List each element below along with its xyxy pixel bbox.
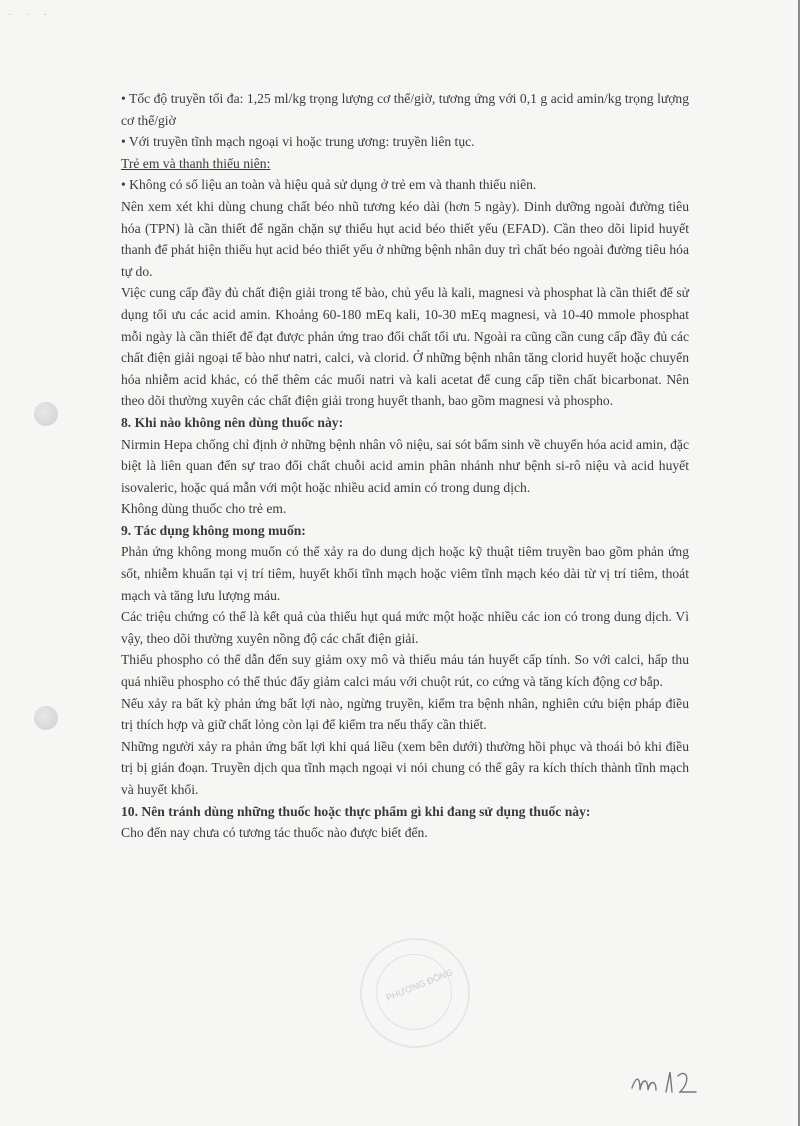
punch-hole — [34, 402, 58, 426]
punch-hole — [34, 706, 58, 730]
paragraph-fat-emulsion: Nên xem xét khi dùng chung chất béo nhũ tương kéo dài (hơn 5 ngày). Dinh dưỡng ngoài đường tiêu hóa (TPN) là cần thiết để ngăn chặn sự thiếu hụt acid béo thiết yếu (EFAD). Cần theo dõi lipid huyết thanh để phát hiện thiếu hụt acid béo thiết yếu ở những bệnh nhân duy trì chất béo ngoài đường tiêu hóa tự do. — [121, 198, 689, 279]
bullet-no-safety-data: • Không có số liệu an toàn và hiệu quả sử dụng ở trẻ em và thanh thiếu niên. — [121, 177, 537, 193]
paragraph-phosphorus: Thiếu phospho có thể dẫn đến suy giảm oxy mô và thiếu máu tán huyết cấp tính. So với calci, hấp thu quá nhiều phospho có thể thúc đẩy giảm calci máu với chuột rút, co cứng và tăng kích động cơ bắp. — [121, 652, 689, 690]
document-body — [121, 88, 689, 844]
paragraph-overdose-recovery: Những người xảy ra phản ứng bất lợi khi quá liều (xem bên dưới) thường hồi phục và thoái bỏ khi điều trị bị gián đoạn. Truyền dịch qua tĩnh mạch ngoại vi nói chung có thể gây ra kích thích thành tĩnh mạch và huyết khối. — [121, 738, 689, 797]
section-heading-contraindications: 8. Khi nào không nên dùng thuốc này: — [121, 414, 344, 430]
paragraph-contraindications: Nirmin Hepa chống chỉ định ở những bệnh nhân vô niệu, sai sót bẩm sinh về chuyển hóa acid amin, đặc biệt là liên quan đến sự trao đổi chất chuỗi acid amin phân nhánh như bệnh si-rô niệu và acid huyết isovaleric, hoặc quá mẫn với một hoặc nhiều acid amin có trong dung dịch. — [121, 436, 689, 495]
subheading-children-label: Trẻ em và thanh thiếu niên: — [121, 155, 271, 171]
paragraph-adverse-reactions: Phản ứng không mong muốn có thể xảy ra do dung dịch hoặc kỹ thuật tiêm truyền bao gồm phản ứng sốt, nhiễm khuẩn tại vị trí tiêm, huyết khối tĩnh mạch hoặc viêm tĩnh mạch kéo dài từ vị trí tiêm, thoát mạch và tăng lưu lượng máu. — [121, 544, 689, 603]
section-heading-side-effects: 9. Tác dụng không mong muốn: — [121, 522, 306, 538]
bullet-infusion-rate: • Tốc độ truyền tối đa: 1,25 ml/kg trọng lượng cơ thể/giờ, tương ứng với 0,1 g acid amin/kg trọng lượng cơ thể/giờ — [121, 91, 689, 128]
paragraph-interactions: Cho đến nay chưa có tương tác thuốc nào được biết đến. — [121, 825, 428, 841]
section-heading-interactions: 10. Nên tránh dùng những thuốc hoặc thực phẩm gì khi đang sử dụng thuốc này: — [121, 803, 591, 819]
subheading-children — [121, 153, 689, 175]
paragraph-ion-deficiency: Các triệu chứng có thể là kết quả của thiếu hụt quá mức một hoặc nhiều các ion có trong dung dịch. Vì vậy, theo dõi thường xuyên nồng độ các chất điện giải. — [121, 609, 689, 646]
faded-stamp — [360, 938, 470, 1048]
handwritten-signature — [626, 1058, 726, 1106]
scan-specks: · · · — [8, 10, 53, 21]
bullet-continuous-infusion: • Với truyền tĩnh mạch ngoại vi hoặc trung ương: truyền liên tục. — [121, 134, 475, 150]
paragraph-stop-infusion: Nếu xảy ra bất kỳ phản ứng bất lợi nào, ngừng truyền, kiểm tra bệnh nhân, nghiên cứu biện pháp điều trị thích hợp và giữ chất lỏng còn lại để kiểm tra nếu thấy cần thiết. — [121, 695, 689, 733]
stamp-text: PHƯƠNG ĐÔNG — [384, 967, 455, 1003]
paragraph-no-children: Không dùng thuốc cho trẻ em. — [121, 501, 287, 517]
paragraph-electrolytes: Việc cung cấp đầy đủ chất điện giải trong tế bào, chủ yếu là kali, magnesi và phosphat là cần thiết để sử dụng tối ưu các acid amin. Khoảng 60-180 mEq kali, 10-30 mEq magnesi, và 10-40 mmole phosphat mỗi ngày là cần thiết để đạt được phản ứng trao đổi chất tối ưu. Ngoài ra cũng cần cung cấp đầy đủ các chất điện giải ngoại tế bào như natri, calci, và clorid. Ở những bệnh nhân tăng clorid huyết hoặc chuyển hóa nhiễm acid khác, có thể thêm các muối natri và kali acetat để cung cấp tiền chất bicarbonat. Nên theo dõi thường xuyên các chất điện giải trong huyết thanh, bao gồm magnesi và phospho. — [121, 285, 689, 409]
